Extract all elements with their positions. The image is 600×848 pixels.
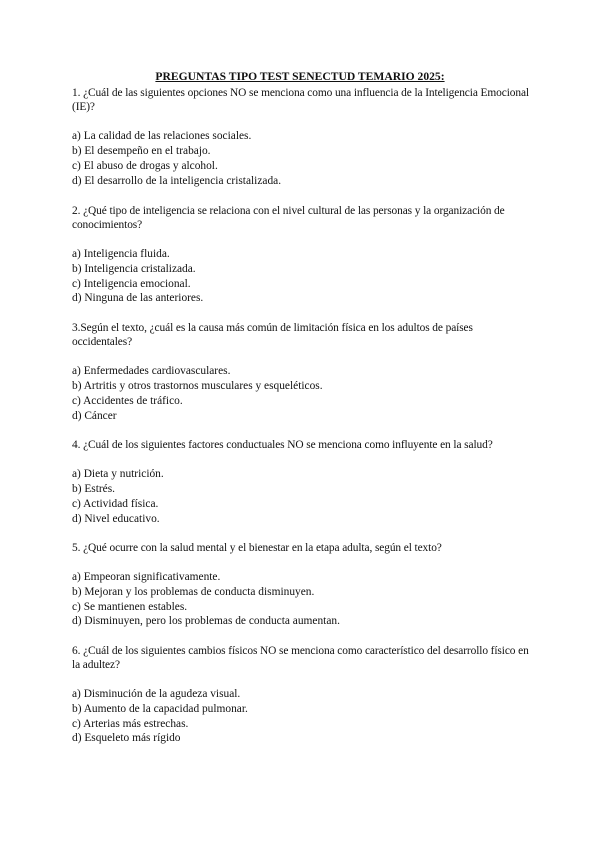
question-1-line-2: (IE)?: [72, 101, 95, 113]
question-4-option-b: b) Estrés.: [72, 483, 116, 495]
question-2-option-a: a) Inteligencia fluida.: [72, 248, 170, 260]
question-4-option-c: c) Actividad física.: [72, 498, 159, 510]
question-5-option-a: a) Empeoran significativamente.: [72, 571, 221, 583]
question-3-line-2: occidentales?: [72, 336, 133, 348]
question-5-option-d: d) Disminuyen, pero los problemas de conducta aumentan.: [72, 615, 340, 627]
question-6-line-1: 6. ¿Cuál de los siguientes cambios físicos NO se menciona como característico del desarrollo físico en: [72, 645, 529, 657]
question-2-option-c: c) Inteligencia emocional.: [72, 278, 191, 290]
question-1-option-a: a) La calidad de las relaciones sociales.: [72, 130, 252, 142]
question-6-option-b: b) Aumento de la capacidad pulmonar.: [72, 703, 248, 715]
question-2-line-2: conocimientos?: [72, 219, 143, 231]
question-3-line-1: 3.Según el texto, ¿cuál es la causa más común de limitación física en los adultos de países: [72, 322, 473, 334]
page-title: PREGUNTAS TIPO TEST SENECTUD TEMARIO 2025:: [155, 70, 445, 83]
question-3-option-c: c) Accidentes de tráfico.: [72, 395, 183, 407]
question-4-option-a: a) Dieta y nutrición.: [72, 468, 164, 480]
question-3-option-a: a) Enfermedades cardiovasculares.: [72, 365, 231, 377]
question-4-option-d: d) Nivel educativo.: [72, 513, 160, 525]
question-6-option-d: d) Esqueleto más rígido: [72, 732, 181, 744]
question-6-option-c: c) Arterias más estrechas.: [72, 718, 189, 730]
question-5-option-c: c) Se mantienen estables.: [72, 601, 188, 613]
question-1-option-c: c) El abuso de drogas y alcohol.: [72, 160, 218, 172]
question-1-option-d: d) El desarrollo de la inteligencia cristalizada.: [72, 175, 282, 187]
question-6-line-2: la adultez?: [72, 659, 120, 671]
question-3-option-d: d) Cáncer: [72, 410, 117, 422]
question-2-option-b: b) Inteligencia cristalizada.: [72, 263, 196, 275]
question-1-line-1: 1. ¿Cuál de las siguientes opciones NO se menciona como una influencia de la Inteligencia Emocional: [72, 87, 529, 99]
question-3-option-b: b) Artritis y otros trastornos musculares y esqueléticos.: [72, 380, 323, 392]
question-5-option-b: b) Mejoran y los problemas de conducta disminuyen.: [72, 586, 315, 598]
question-1-option-b: b) El desempeño en el trabajo.: [72, 145, 211, 157]
question-2-option-d: d) Ninguna de las anteriores.: [72, 292, 204, 304]
question-5-line-1: 5. ¿Qué ocurre con la salud mental y el bienestar en la etapa adulta, según el texto?: [72, 542, 442, 554]
question-4-line-1: 4. ¿Cuál de los siguientes factores conductuales NO se menciona como influyente en la salud?: [72, 439, 493, 451]
question-6-option-a: a) Disminución de la agudeza visual.: [72, 688, 241, 700]
question-2-line-1: 2. ¿Qué tipo de inteligencia se relaciona con el nivel cultural de las personas y la organización de: [72, 205, 505, 217]
